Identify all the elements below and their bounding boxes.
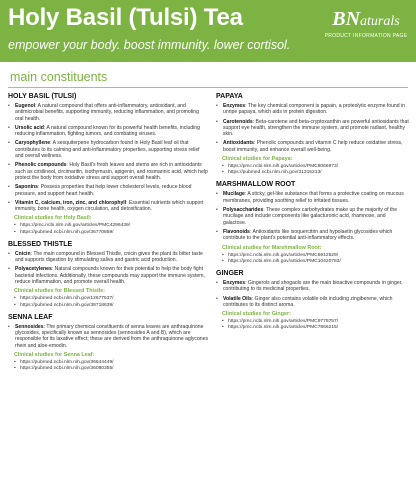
constituent-item	[8, 266, 208, 285]
study-url[interactable]: https://pmc.ncbi.nlm.nih.gov/articles/PMC10420783/	[228, 258, 341, 264]
bullet: •	[222, 170, 224, 176]
item-text	[223, 103, 410, 116]
item-text	[15, 140, 208, 159]
study-url[interactable]: https://pubmed.ncbi.nlm.nih.gov/12677537/	[20, 296, 114, 302]
right-column	[216, 90, 410, 502]
study-url[interactable]: https://pubmed.ncbi.nlm.nih.gov/31315213/	[228, 170, 322, 176]
item-description: : Natural compounds known for their potential to help the body fight bacterial infections. Additionally, these compounds may support the immune system, reduce inflammation, and promote overall health.	[15, 266, 205, 286]
item-text	[223, 191, 410, 204]
constituent-item	[216, 119, 410, 138]
main-constituents-heading: main constituents	[10, 70, 108, 84]
item-text	[15, 324, 208, 349]
item-description: : Gingerols and shogaols are the main bioactive compounds in ginger, contributing to its medicinal properties.	[223, 279, 403, 293]
item-text	[15, 125, 208, 138]
item-term: Sennosides	[15, 323, 44, 330]
item-description: : The primary chemical constituents of senna leaves are anthraquinone glycosides, specifically known as sennosides (sennosides A and B), which are responsible for its laxative effect; these are derived from the anthraquinone aglycones rhein and aloe-emodin.	[15, 323, 208, 349]
constituent-item	[8, 200, 208, 213]
bullet: •	[222, 252, 224, 258]
clinical-studies-title: Clinical studies for Holy Basil:	[14, 215, 92, 222]
constituent-item	[216, 280, 410, 293]
item-description: : A natural compound known for its powerful health benefits, including reducing inflammation, fighting tumors, and combating viruses.	[15, 124, 200, 138]
item-description: : A sesquiterpene hydrocarbon found in Holy Basil leaf oil that contributes to its calming and anti-inflammatory properties, supporting stress relief and overall wellness.	[15, 140, 200, 160]
item-term: Cnicin	[15, 250, 31, 257]
bullet: •	[14, 366, 16, 372]
item-term: Polyacetylenes	[15, 266, 52, 273]
item-term: Mucilage	[223, 191, 245, 198]
study-url[interactable]: https://pubmed.ncbi.nlm.nih.gov/36080355/	[20, 366, 114, 372]
item-term: Carotenoids	[223, 118, 253, 125]
section-title: GINGER	[216, 269, 244, 277]
item-description: : These complex carbohydrates make up the majority of the mucilage and include components like galacturonic acid, rhamnose, and galactose.	[223, 207, 398, 226]
constituent-item	[216, 296, 410, 309]
bullet: •	[14, 223, 16, 229]
study-url[interactable]: https://pubmed.ncbi.nlm.nih.gov/38718639/	[20, 302, 114, 308]
bullet: •	[14, 229, 16, 235]
constituent-item	[216, 140, 410, 153]
bullet: •	[14, 359, 16, 365]
item-term: Polysaccharides	[223, 207, 264, 214]
constituent-section	[8, 240, 208, 309]
clinical-studies-title: Clinical studies for Senna Leaf:	[14, 351, 95, 358]
constituent-section	[216, 180, 410, 264]
bullet: •	[222, 258, 224, 264]
study-link[interactable]	[222, 170, 410, 176]
bullet: •	[216, 295, 218, 302]
item-text	[15, 266, 208, 285]
heading-divider	[8, 87, 408, 88]
bullet: •	[8, 266, 10, 273]
bullet: •	[222, 164, 224, 170]
item-description: : Essential nutrients which support immunity, bone health, oxygen circulation, and detoxification.	[15, 199, 204, 213]
section-title: HOLY BASIL (TULSI)	[8, 93, 77, 100]
item-description: : A sticky, gel-like substance that forms a protective coating on mucous membranes, providing soothing relief to irritated tissues.	[223, 191, 404, 204]
constituent-item	[8, 251, 208, 264]
study-url[interactable]: https://pmc.ncbi.nlm.nih.gov/articles/PMC9779757/	[228, 319, 339, 325]
item-text	[223, 119, 410, 138]
bullet: •	[8, 140, 10, 147]
header-banner	[0, 0, 416, 62]
study-link[interactable]	[14, 230, 208, 236]
constituent-item	[8, 103, 208, 122]
section-title: BLESSED THISTLE	[8, 240, 73, 248]
bullet: •	[8, 162, 10, 169]
item-term: Enzymes	[223, 103, 246, 109]
item-description: : Possess properties that help lower cholesterol levels, reduce blood pressure, and support heart health.	[15, 184, 192, 197]
section-title: PAPAYA	[216, 93, 243, 100]
clinical-studies-title: Clinical studies for Blessed Thistle:	[14, 288, 106, 295]
bullet: •	[14, 296, 16, 302]
constituent-item	[8, 125, 208, 138]
item-description: : Beta-carotene and beta-cryptoxanthin are powerful antioxidants that support eye health, strengthen the immune system, and promote radiant, healthy skin.	[223, 118, 409, 138]
logo-mark: BN	[332, 8, 361, 30]
bullet: •	[216, 140, 218, 147]
item-description: : The key chemical component is papain, a proteolytic enzyme found in unripe papaya, which aids in protein digestion.	[223, 103, 405, 116]
item-text	[15, 251, 208, 264]
constituent-section	[8, 313, 208, 373]
item-term: Eugenol	[15, 103, 36, 109]
bullet: •	[8, 103, 10, 109]
item-text	[15, 200, 208, 213]
constituent-item	[216, 191, 410, 204]
item-term: Saponins	[15, 184, 38, 191]
item-term: Vitamin C, calcium, iron, zinc, and chlorophyll	[15, 199, 127, 206]
bullet: •	[8, 323, 10, 330]
bullet: •	[8, 250, 10, 257]
item-term: Antioxidants	[223, 140, 254, 147]
constituent-item	[8, 162, 208, 181]
constituent-section	[216, 92, 410, 176]
study-link[interactable]	[222, 325, 410, 331]
item-text	[15, 103, 208, 122]
item-text	[223, 280, 410, 293]
tagline: empower your body. boost immunity. lower cortisol.	[8, 38, 291, 52]
study-url[interactable]: https://pmc.ncbi.nlm.nih.gov/articles/PMC4296439/	[20, 223, 131, 229]
study-url[interactable]: https://pubmed.ncbi.nlm.nih.gov/36644449/	[20, 359, 114, 365]
item-term: Phenolic compounds	[15, 162, 67, 169]
item-term: Caryophyllene	[15, 140, 51, 147]
logo-subtitle: PRODUCT INFORMATION PAGE	[324, 33, 408, 39]
constituent-item	[8, 324, 208, 349]
item-description: : Ginger also contains volatile oils including zingiberene, which contributes to its distinct aroma.	[223, 295, 393, 308]
item-description: : Holy Basil's fresh leaves and stems are rich in antioxidants such as cirsilineol, circimaritin, isothymusin, apigenin, and rosmarinic acid, which help protect the body from oxidative stress and support overall health.	[15, 162, 208, 181]
bullet: •	[8, 124, 10, 131]
bullet: •	[14, 302, 16, 308]
brand-logo	[320, 4, 412, 58]
item-term: Ursolic acid	[15, 124, 44, 131]
bullet: •	[216, 207, 218, 214]
item-text	[223, 207, 410, 226]
clinical-studies-title: Clinical studies for Ginger:	[222, 311, 291, 318]
item-description: : A natural compound that offers anti-inflammatory, antioxidant, and antimicrobial benefits, supporting immunity, reducing inflammation, and promoting oral health.	[15, 103, 199, 122]
bullet: •	[8, 199, 10, 206]
item-term: Enzymes	[223, 279, 246, 286]
constituent-item	[216, 207, 410, 226]
bullet: •	[8, 184, 10, 191]
study-link[interactable]	[14, 303, 208, 309]
study-link[interactable]	[222, 259, 410, 265]
bullet: •	[216, 191, 218, 198]
bullet: •	[216, 228, 218, 235]
study-url[interactable]: https://pmc.ncbi.nlm.nih.gov/articles/PMC7866215/	[228, 325, 339, 331]
study-link[interactable]	[14, 366, 208, 372]
constituent-section	[8, 92, 208, 236]
bullet: •	[216, 118, 218, 125]
item-description: : Phenolic compounds and vitamin C help reduce oxidative stress, boost immunity, and enhance overall well-being.	[223, 140, 403, 153]
constituent-section	[216, 269, 410, 332]
item-description: : The main compound in Blessed Thistle, cnicin gives the plant its bitter taste and supports digestion by stimulating saliva and gastric acid production.	[15, 250, 203, 264]
item-text	[223, 296, 410, 309]
page-title: Holy Basil (Tulsi) Tea	[8, 4, 243, 31]
constituent-item	[8, 140, 208, 159]
clinical-studies-title: Clinical studies for Papaya:	[222, 156, 293, 163]
bullet: •	[222, 325, 224, 331]
item-text	[15, 162, 208, 181]
study-url[interactable]: https://pubmed.ncbi.nlm.nih.gov/36770859/	[20, 229, 114, 235]
bullet: •	[216, 279, 218, 286]
bullet: •	[216, 103, 218, 109]
item-text	[223, 140, 410, 153]
section-title: SENNA LEAF	[8, 313, 53, 321]
constituent-item	[216, 103, 410, 116]
study-url[interactable]: https://pmc.ncbi.nlm.nih.gov/articles/PMC8066973/	[228, 164, 339, 170]
item-term: Volatile Oils	[223, 295, 252, 302]
clinical-studies-title: Clinical studies for Marshmallow Root:	[222, 244, 322, 251]
constituent-item	[216, 229, 410, 242]
section-title: MARSHMALLOW ROOT	[216, 181, 296, 189]
study-url[interactable]: https://pmc.ncbi.nlm.nih.gov/articles/PMC6912529/	[228, 252, 339, 258]
item-text	[223, 229, 410, 242]
item-description: : Antioxidants like isoquercitrin and hypolaetin glycosides which contribute to the plant's potential anti-inflammatory effects.	[223, 228, 393, 242]
left-column	[8, 90, 208, 502]
logo-word: aturals	[360, 14, 400, 29]
item-text	[15, 184, 208, 197]
item-term: Flavonoids	[223, 228, 250, 235]
bullet: •	[222, 319, 224, 325]
constituent-item	[8, 184, 208, 197]
